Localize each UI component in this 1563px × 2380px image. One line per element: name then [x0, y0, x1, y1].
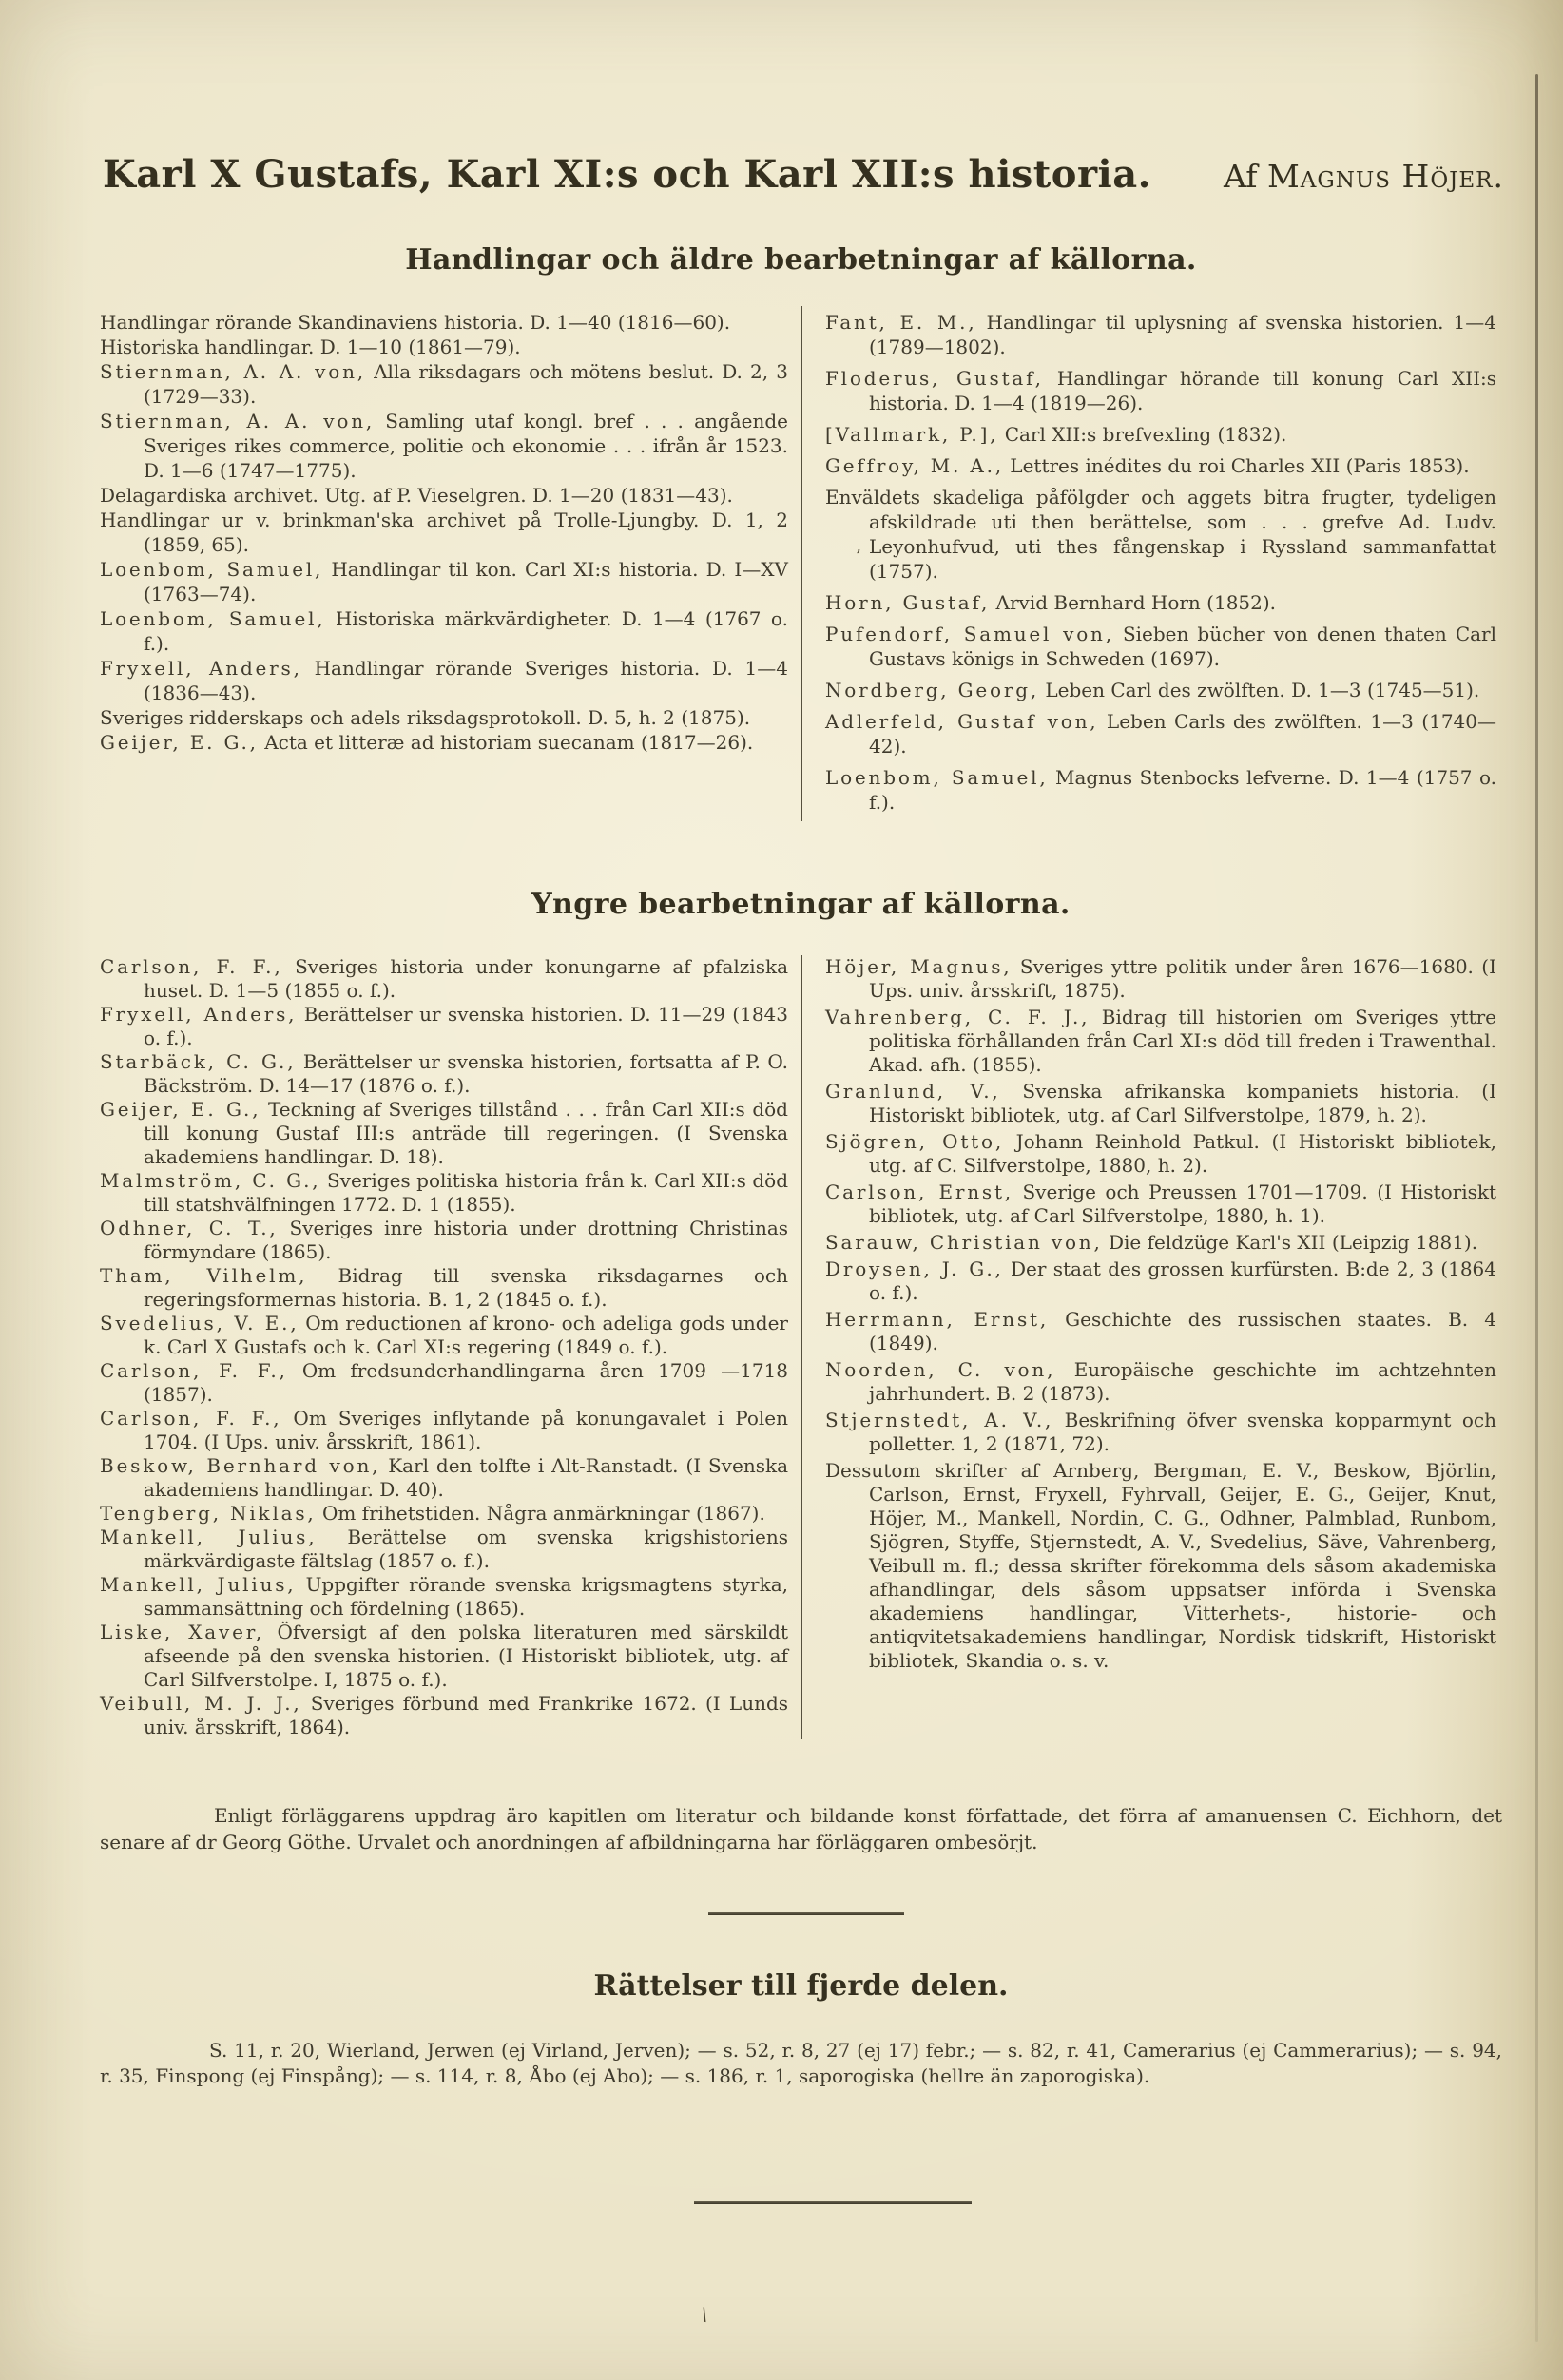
- entry-author: Floderus, Gustaf,: [825, 367, 1044, 390]
- entry-author: Mankell, Julius,: [100, 1526, 318, 1548]
- bibliography-entry: [825, 678, 1496, 702]
- entry-text: Handlingar rörande Sveriges historia. D. 1—4 (1836—43).: [144, 657, 789, 704]
- entry-text: Sverige och Preussen 1701—1709. (I Historiskt bibliotek, utg. af Carl Silfverstolpe, 1880, h. 1).: [869, 1180, 1497, 1227]
- entry-author: Fant, E. M.,: [825, 311, 977, 334]
- corrections-heading: Rättelser till fjerde delen.: [593, 1969, 1009, 2003]
- entry-text: Berättelser ur svenska historien, fortsatta af P. O. Bäckström. D. 14—17 (1876 o. f.).: [144, 1050, 789, 1097]
- bibliography-entry: [100, 1359, 788, 1407]
- entry-author: Granlund, V.,: [825, 1080, 1001, 1103]
- entry-text: Handlingar ur v. brinkman'ska archivet på Trolle-Ljungby. D. 1, 2 (1859, 65).: [100, 509, 788, 556]
- bibliography-entry: [100, 1217, 788, 1264]
- bibliography-entry: [825, 453, 1496, 478]
- bibliography-entry: [825, 1257, 1496, 1305]
- entry-text: Geschichte des russischen staates. B. 4 (1849).: [869, 1308, 1496, 1354]
- bibliography-entry: [100, 955, 788, 1003]
- entry-author: Geffroy, M. A.,: [825, 454, 1004, 477]
- entry-text: Carl XII:s brefvexling (1832).: [1004, 423, 1287, 446]
- section-heading-younger-sources: Yngre bearbetningar af källorna.: [531, 888, 1071, 921]
- bibliography-entry: [825, 955, 1496, 1003]
- entry-text: Svenska afrikanska kompaniets historia. (I Historiskt bibliotek, utg. af Carl Silfverstolpe, 1879, h. 2).: [869, 1080, 1497, 1126]
- entry-author: Adlerfeld, Gustaf von,: [825, 710, 1099, 733]
- bibliography-entry: [100, 1312, 788, 1359]
- entry-text: Dessutom skrifter af Arnberg, Bergman, E. V., Beskow, Björlin, Carlson, Ernst, Fryxell, Fyhrvall, Geijer, E. G., Geijer, Knut, Höjer, M., Mankell, Nordin, C. G., Odhner, Palmblad, Runbom, Sjögren, Styffe, Stjernstedt, A. V., Svedelius, Säve, Vahrenberg, Veibull m. fl.; dessa skrifter förekomma dels såsom akademiska afhandlingar, dels såsom uppsatser införda i Svenska akademiens handlingar, Vitterhets-, historie- och antiqvitetsakademiens handlingar, Nordisk tidskrift, Historiskt bibliotek, Skandia o. s. v.: [825, 1459, 1496, 1672]
- bibliography-entry: [100, 1003, 788, 1050]
- bibliography-entry: [100, 705, 788, 730]
- page-edge-shadow: [1535, 74, 1538, 2342]
- bibliography-entry: [100, 1098, 788, 1169]
- entry-author: Carlson, F. F.,: [100, 955, 283, 978]
- bibliography-entry: [825, 590, 1496, 615]
- entry-author: Liske, Xaver,: [100, 1621, 265, 1643]
- entry-text: Karl den tolfte i Alt-Ranstadt. (I Svenska akademiens handlingar. D. 40).: [144, 1454, 789, 1501]
- entry-text: Acta et litteræ ad historiam suecanam (1817—26).: [264, 731, 754, 754]
- entry-author: Sarauw, Christian von,: [825, 1231, 1103, 1254]
- entry-author: Loenbom, Samuel,: [100, 558, 324, 581]
- page-byline: [1224, 158, 1504, 195]
- entry-author: Odhner, C. T.,: [100, 1217, 279, 1239]
- bibliography-entry: [100, 409, 788, 483]
- entry-text: Leben Carls des zwölften. 1—3 (1740—42).: [869, 710, 1496, 758]
- bibliography-entry: [825, 765, 1496, 815]
- entry-text: Teckning af Sveriges tillstånd . . . från Carl XII:s död till konung Gustaf III:s anträde till regeringen. (I Svenska akademiens handlingar. D. 18).: [144, 1098, 788, 1168]
- entry-author: Mankell, Julius,: [100, 1573, 297, 1596]
- entry-author: Stiernman, A. A. von,: [100, 360, 366, 383]
- entry-author: Tengberg, Niklas,: [100, 1502, 317, 1525]
- bibliography-entry: [100, 1526, 788, 1573]
- entry-text: Handlingar rörande Skandinaviens historia. D. 1—40 (1816—60).: [100, 311, 731, 334]
- entry-author: Droysen, J. G.,: [825, 1257, 1004, 1280]
- bibliography-entry: [100, 335, 788, 359]
- entry-text: Beskrifning öfver svenska kopparmynt och polletter. 1, 2 (1871, 72).: [869, 1409, 1496, 1455]
- page-header: [103, 152, 1504, 197]
- bibliography-entry: [825, 1130, 1496, 1178]
- bibliography-entry: [100, 606, 788, 656]
- section-heading-older-sources: Handlingar och äldre bearbetningar af källorna.: [405, 243, 1197, 277]
- bibliography-entry: [100, 508, 788, 557]
- entry-text: Om fredsunderhandlingarna åren 1709 —1718 (1857).: [144, 1359, 788, 1406]
- entry-author: Noorden, C. von,: [825, 1358, 1056, 1381]
- entry-author: Nordberg, Georg,: [825, 679, 1039, 701]
- entry-text: Sveriges yttre politik under åren 1676—1680. (I Ups. univ. årsskrift, 1875).: [869, 955, 1497, 1002]
- entry-text: Bidrag till svenska riksdagarnes och regeringsformernas historia. B. 1, 2 (1845 o. f.).: [144, 1264, 788, 1311]
- bibliography-section-older: [100, 310, 1502, 821]
- bibliography-entry: [825, 485, 1496, 584]
- entry-text: Sveriges inre historia under drottning Christinas förmyndare (1865).: [144, 1217, 789, 1263]
- entry-text: Sveriges historia under konungarne af pfalziska huset. D. 1—5 (1855 o. f.).: [144, 955, 788, 1002]
- bibliography-entry: [100, 1264, 788, 1312]
- bibliography-entry: [825, 1308, 1496, 1355]
- bibliography-entry: [100, 483, 788, 508]
- bibliography-entry: [100, 1169, 788, 1217]
- bibliography-entry: [825, 1231, 1496, 1255]
- closing-paragraph: Enligt förläggarens uppdrag äro kapitlen om literatur och bildande konst författade, det förra af amanuensen C. Eichhorn, det senare af dr Georg Göthe. Urvalet och anordningen af afbildningarna har förläggaren ombesörjt.: [100, 1804, 1502, 1853]
- entry-author: Vahrenberg, C. F. J.,: [825, 1006, 1090, 1028]
- entry-author: Pufendorf, Samuel von,: [825, 623, 1114, 645]
- entry-author: Malmström, C. G.,: [100, 1169, 321, 1192]
- entry-text: Om reductionen af krono- och adeliga gods under k. Carl X Gustafs och k. Carl XI:s regering (1849 o. f.).: [144, 1312, 788, 1358]
- entry-text: Europäische geschichte im achtzehnten jahrhundert. B. 2 (1873).: [869, 1358, 1497, 1405]
- byline-prefix: Af: [1224, 158, 1268, 195]
- entry-text: Alla riksdagars och mötens beslut. D. 2, 3 (1729—33).: [144, 360, 788, 408]
- entry-author: Starbäck, C. G.,: [100, 1050, 297, 1073]
- page-title: Karl X Gustafs, Karl XI:s och Karl XII:s historia.: [103, 152, 1152, 197]
- entry-author: Horn, Gustaf,: [825, 591, 991, 614]
- bibliography-entry: [100, 1573, 788, 1621]
- bibliography-entry: [825, 1080, 1496, 1127]
- bibliography-entry: [100, 730, 788, 755]
- bibliography-entry: [825, 1006, 1496, 1077]
- entry-text: Sieben bücher von denen thaten Carl Gustavs königs in Schweden (1697).: [869, 623, 1497, 670]
- corrections-paragraph: S. 11, r. 20, Wierland, Jerwen (ej Virland, Jerven); — s. 52, r. 8, 27 (ej 17) febr.; — s. 82, r. 41, Camerarius (ej Cammerarius); — s. 94, r. 35, Finspong (ej Finspång); — s. 114, r. 8, Åbo (ej Abo); — s. 186, r. 1, saporogiska (hellre än zaporogiska).: [100, 2039, 1502, 2087]
- bibliography-entry: [825, 1409, 1496, 1456]
- entry-text: Om Sveriges inflytande på konungavalet i Polen 1704. (I Ups. univ. årsskrift, 1861).: [144, 1407, 788, 1453]
- bibliography-entry: [825, 422, 1496, 447]
- bibliography-entry: [100, 310, 788, 335]
- bibliography-entry: [825, 1180, 1496, 1228]
- entry-author: Carlson, Ernst,: [825, 1180, 1013, 1203]
- bibliography-entry: [100, 1502, 788, 1526]
- entry-text: Om frihetstiden. Några anmärkningar (1867).: [321, 1502, 765, 1525]
- bibliography-entry: [825, 1358, 1496, 1406]
- entry-text: Uppgifter rörande svenska krigsmagtens styrka, sammansättning och fördelning (1865).: [144, 1573, 788, 1620]
- entry-author: Veibull, M. J. J.,: [100, 1692, 302, 1715]
- bibliography-entry: [100, 557, 788, 606]
- bibliography-column-left: [100, 310, 801, 821]
- entry-text: Handlingar til uplysning af svenska historien. 1—4 (1789—1802).: [869, 311, 1496, 358]
- entry-author: Höjer, Magnus,: [825, 955, 1013, 978]
- entry-text: Berättelse om svenska krigshistoriens märkvärdigaste fältslag (1857 o. f.).: [144, 1526, 788, 1572]
- entry-text: Historiska märkvärdigheter. D. 1—4 (1767 o. f.).: [144, 607, 788, 655]
- bibliography-entry: [825, 310, 1496, 359]
- bibliography-entry: [100, 1692, 788, 1739]
- entry-text: Die feldzüge Karl's XII (Leipzig 1881).: [1109, 1231, 1478, 1254]
- ink-speck: \: [699, 2304, 710, 2326]
- ink-speck: ’: [856, 547, 861, 566]
- entry-text: Sveriges ridderskaps och adels riksdagsprotokoll. D. 5, h. 2 (1875).: [100, 706, 751, 729]
- bibliography-entry: [100, 359, 788, 409]
- bibliography-entry: [825, 709, 1496, 758]
- entry-author: Carlson, F. F.,: [100, 1359, 288, 1382]
- entry-text: Leben Carl des zwölften. D. 1—3 (1745—51).: [1045, 679, 1480, 701]
- entry-author: Herrmann, Ernst,: [825, 1308, 1050, 1331]
- byline-author: Magnus Höjer.: [1267, 158, 1504, 195]
- entry-author: Svedelius, V. E.,: [100, 1312, 299, 1334]
- divider-rule: [694, 2201, 972, 2204]
- bibliography-column-left: [100, 955, 801, 1739]
- entry-author: Loenbom, Samuel,: [825, 766, 1049, 789]
- entry-author: Geijer, E. G.,: [100, 731, 259, 754]
- bibliography-column-right: [802, 310, 1496, 821]
- entry-author: Fryxell, Anders,: [100, 657, 302, 680]
- bibliography-entry: [100, 1050, 788, 1098]
- bibliography-entry: [825, 366, 1496, 415]
- entry-text: Berättelser ur svenska historien. D. 11—29 (1843 o. f.).: [144, 1003, 788, 1049]
- entry-text: Arvid Bernhard Horn (1852).: [995, 591, 1277, 614]
- entry-text: Delagardiska archivet. Utg. af P. Vieselgren. D. 1—20 (1831—43).: [100, 484, 733, 507]
- entry-text: Historiska handlingar. D. 1—10 (1861—79).: [100, 336, 521, 358]
- bibliography-entry: [100, 1454, 788, 1502]
- entry-text: Öfversigt af den polska literaturen med särskildt afseende på den svenska historien. (I Historiskt bibliotek, utg. af Carl Silfverstolpe. I, 1875 o. f.).: [144, 1621, 788, 1691]
- bibliography-entry: [100, 1621, 788, 1692]
- entry-text: Samling utaf kongl. bref . . . angående Sveriges rikes commerce, politie och ekonomie . . . ifrån år 1523. D. 1—6 (1747—1775).: [144, 410, 788, 482]
- entry-text: Handlingar til kon. Carl XI:s historia. D. I—XV (1763—74).: [144, 558, 788, 605]
- bibliography-entry: [100, 656, 788, 705]
- entry-author: Tham, Vilhelm,: [100, 1264, 308, 1287]
- entry-text: Magnus Stenbocks lefverne. D. 1—4 (1757 o. f.).: [869, 766, 1496, 814]
- entry-author: Stjernstedt, A. V.,: [825, 1409, 1054, 1431]
- entry-author: Stiernman, A. A. von,: [100, 410, 376, 432]
- entry-author: Beskow, Bernhard von,: [100, 1454, 381, 1477]
- entry-text: Enväldets skadeliga påfölgder och aggets bitra frugter, tydeligen afskildrade uti then berättelse, som . . . grefve Ad. Ludv. Leyonhufvud, uti thes fångenskap i Ryssland sammanfattat (1757).: [825, 486, 1496, 583]
- bibliography-column-right: [802, 955, 1496, 1739]
- entry-author: Sjögren, Otto,: [825, 1130, 1005, 1153]
- entry-text: Bidrag till historien om Sveriges yttre politiska förhållanden från Carl XI:s död till freden i Trawenthal. Akad. afh. (1855).: [869, 1006, 1497, 1076]
- entry-text: Handlingar hörande till konung Carl XII:s historia. D. 1—4 (1819—26).: [869, 367, 1497, 414]
- bibliography-entry: [825, 1459, 1496, 1673]
- entry-author: Carlson, F. F.,: [100, 1407, 282, 1430]
- bibliography-entry: [100, 1407, 788, 1454]
- divider-rule: [708, 1912, 904, 1915]
- entry-text: Lettres inédites du roi Charles XII (Paris 1853).: [1010, 454, 1470, 477]
- bibliography-section-younger: [100, 955, 1502, 1739]
- entry-text: Johann Reinhold Patkul. (I Historiskt bibliotek, utg. af C. Silfverstolpe, 1880, h. 2).: [869, 1130, 1496, 1177]
- bibliography-entry: [825, 622, 1496, 671]
- entry-text: Sveriges politiska historia från k. Carl XII:s död till statshvälfningen 1772. D. 1 (1855).: [144, 1169, 789, 1216]
- entry-author: Loenbom, Samuel,: [100, 607, 326, 630]
- entry-author: Fryxell, Anders,: [100, 1003, 298, 1026]
- entry-text: Sveriges förbund med Frankrike 1672. (I Lunds univ. årsskrift, 1864).: [144, 1692, 789, 1738]
- entry-author: Geijer, E. G.,: [100, 1098, 261, 1121]
- entry-author: [Vallmark, P.],: [825, 423, 999, 446]
- entry-text: Der staat des grossen kurfürsten. B:de 2, 3 (1864 o. f.).: [869, 1257, 1497, 1304]
